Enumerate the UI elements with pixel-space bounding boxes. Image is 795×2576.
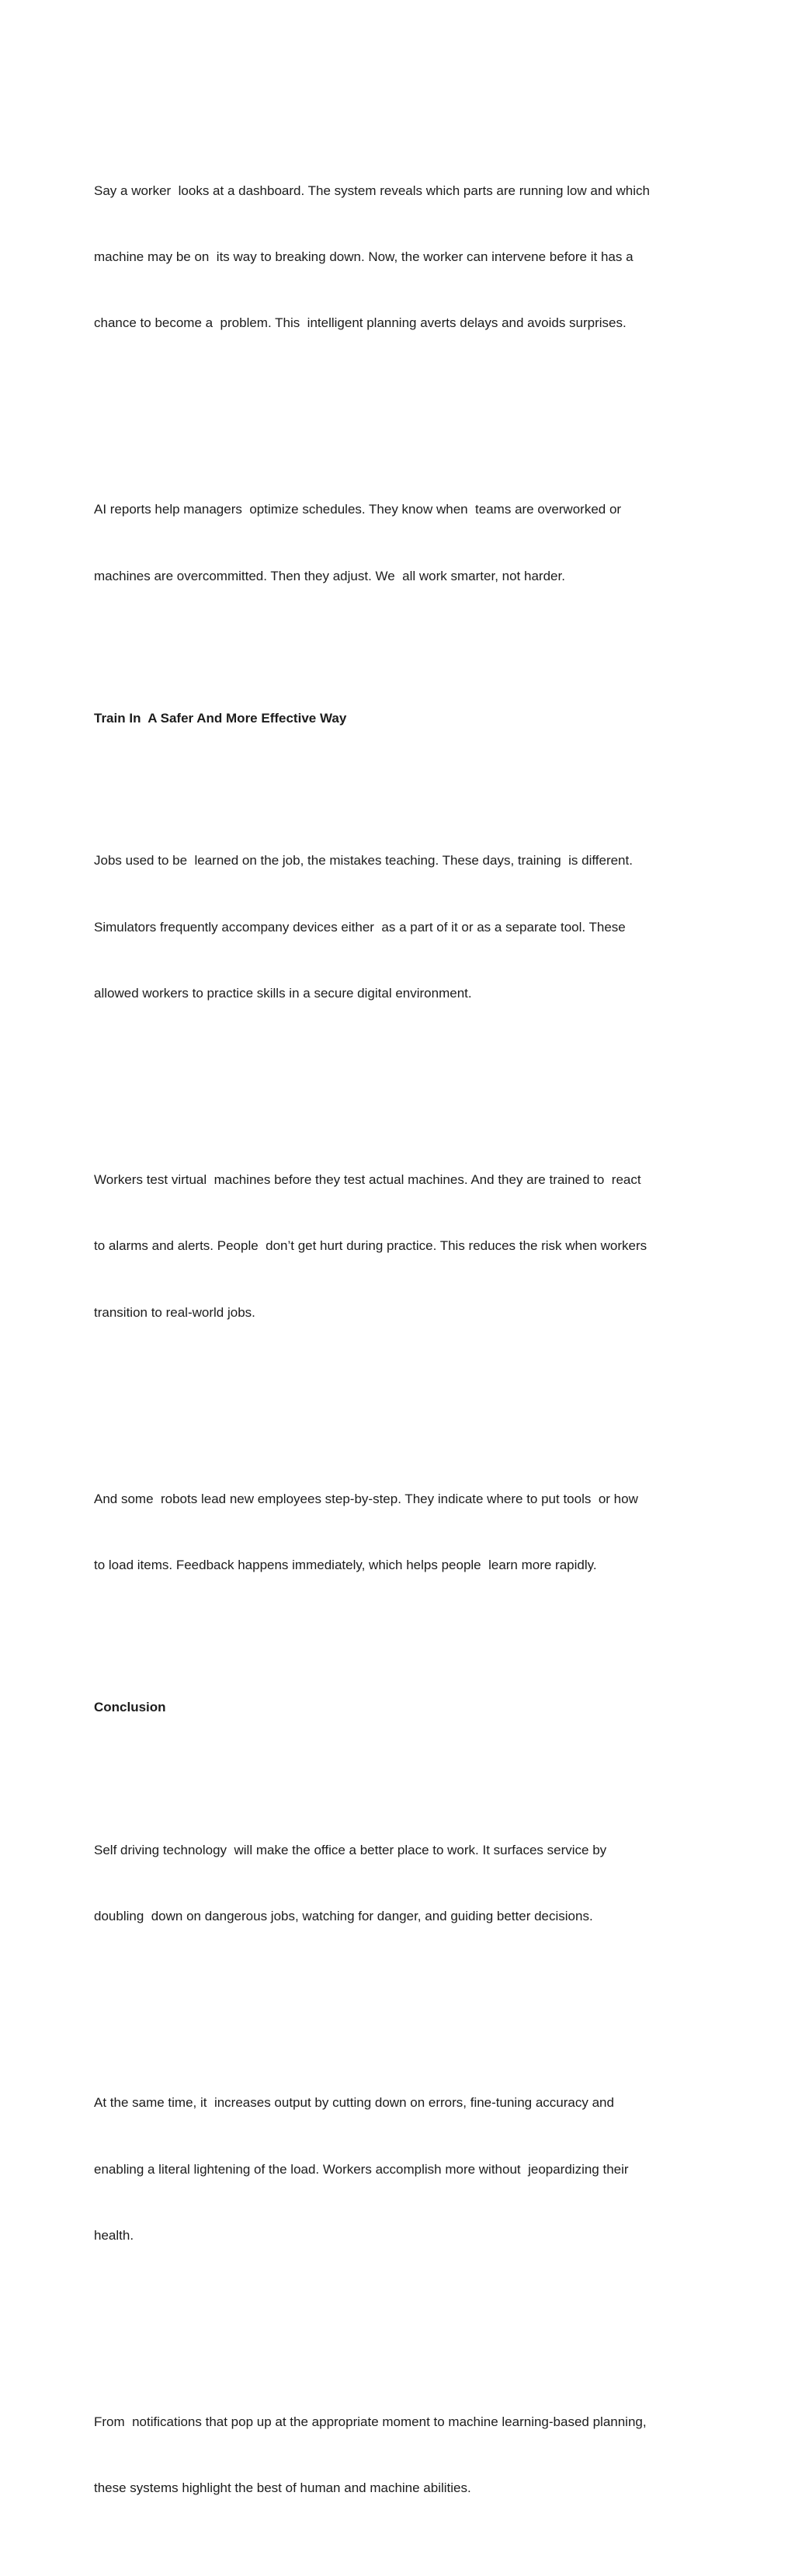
text-line: transition to real-world jobs.: [94, 1304, 255, 1320]
text-line: doubling down on dangerous jobs, watching for danger, and guiding better decisions.: [94, 1909, 593, 1924]
text-line: And some robots lead new employees step-by-step. They indicate where to put tools or how: [94, 1491, 638, 1506]
text-line: Workers test virtual machines before they test actual machines. And they are trained to react: [94, 1172, 641, 1188]
paragraph-dashboard: [94, 136, 707, 378]
text-line: AI reports help managers optimize schedules. They know when teams are overworked or: [94, 502, 622, 517]
text-line: to load items. Feedback happens immediately, which helps people learn more rapidly.: [94, 1558, 597, 1572]
text-line: Simulators frequently accompany devices either as a part of it or as a separate tool. These: [94, 919, 626, 935]
paragraph-virtual-machines: [94, 1125, 707, 1367]
paragraph-notifications: [94, 2367, 707, 2543]
text-line: Self driving technology will make the office a better place to work. It surfaces service by: [94, 1842, 607, 1857]
text-line: machine may be on its way to breaking down. Now, the worker can intervene before it has a: [94, 249, 634, 264]
document-page: [94, 92, 707, 2576]
text-line: enabling a literal lightening of the load. Workers accomplish more without jeopardizing their: [94, 2161, 629, 2177]
text-line: allowed workers to practice skills in a secure digital environment.: [94, 985, 472, 1001]
paragraph-ai-reports: [94, 455, 707, 632]
text-line: Say a worker looks at a dashboard. The system reveals which parts are running low and which: [94, 183, 650, 198]
paragraph-jobs-training: [94, 806, 707, 1049]
paragraph-robots: [94, 1444, 707, 1620]
paragraph-self-driving: [94, 1795, 707, 1972]
text-line: machines are overcommitted. Then they adjust. We all work smarter, not harder.: [94, 568, 565, 583]
section-heading-training: Train In A Safer And More Effective Way: [94, 710, 347, 726]
text-line: From notifications that pop up at the appropriate moment to machine learning-based planning,: [94, 2414, 647, 2430]
text-line: Jobs used to be learned on the job, the mistakes teaching. These days, training is different.: [94, 853, 633, 869]
section-heading-conclusion: Conclusion: [94, 1700, 166, 1715]
text-line: these systems highlight the best of human and machine abilities.: [94, 2480, 471, 2496]
text-line: chance to become a problem. This intelligent planning averts delays and avoids surprises.: [94, 315, 627, 331]
text-line: At the same time, it increases output by cutting down on errors, fine-tuning accuracy and: [94, 2095, 614, 2111]
paragraph-same-time: [94, 2049, 707, 2291]
text-line: health.: [94, 2227, 134, 2243]
text-line: to alarms and alerts. People don’t get hurt during practice. This reduces the risk when workers: [94, 1238, 647, 1254]
